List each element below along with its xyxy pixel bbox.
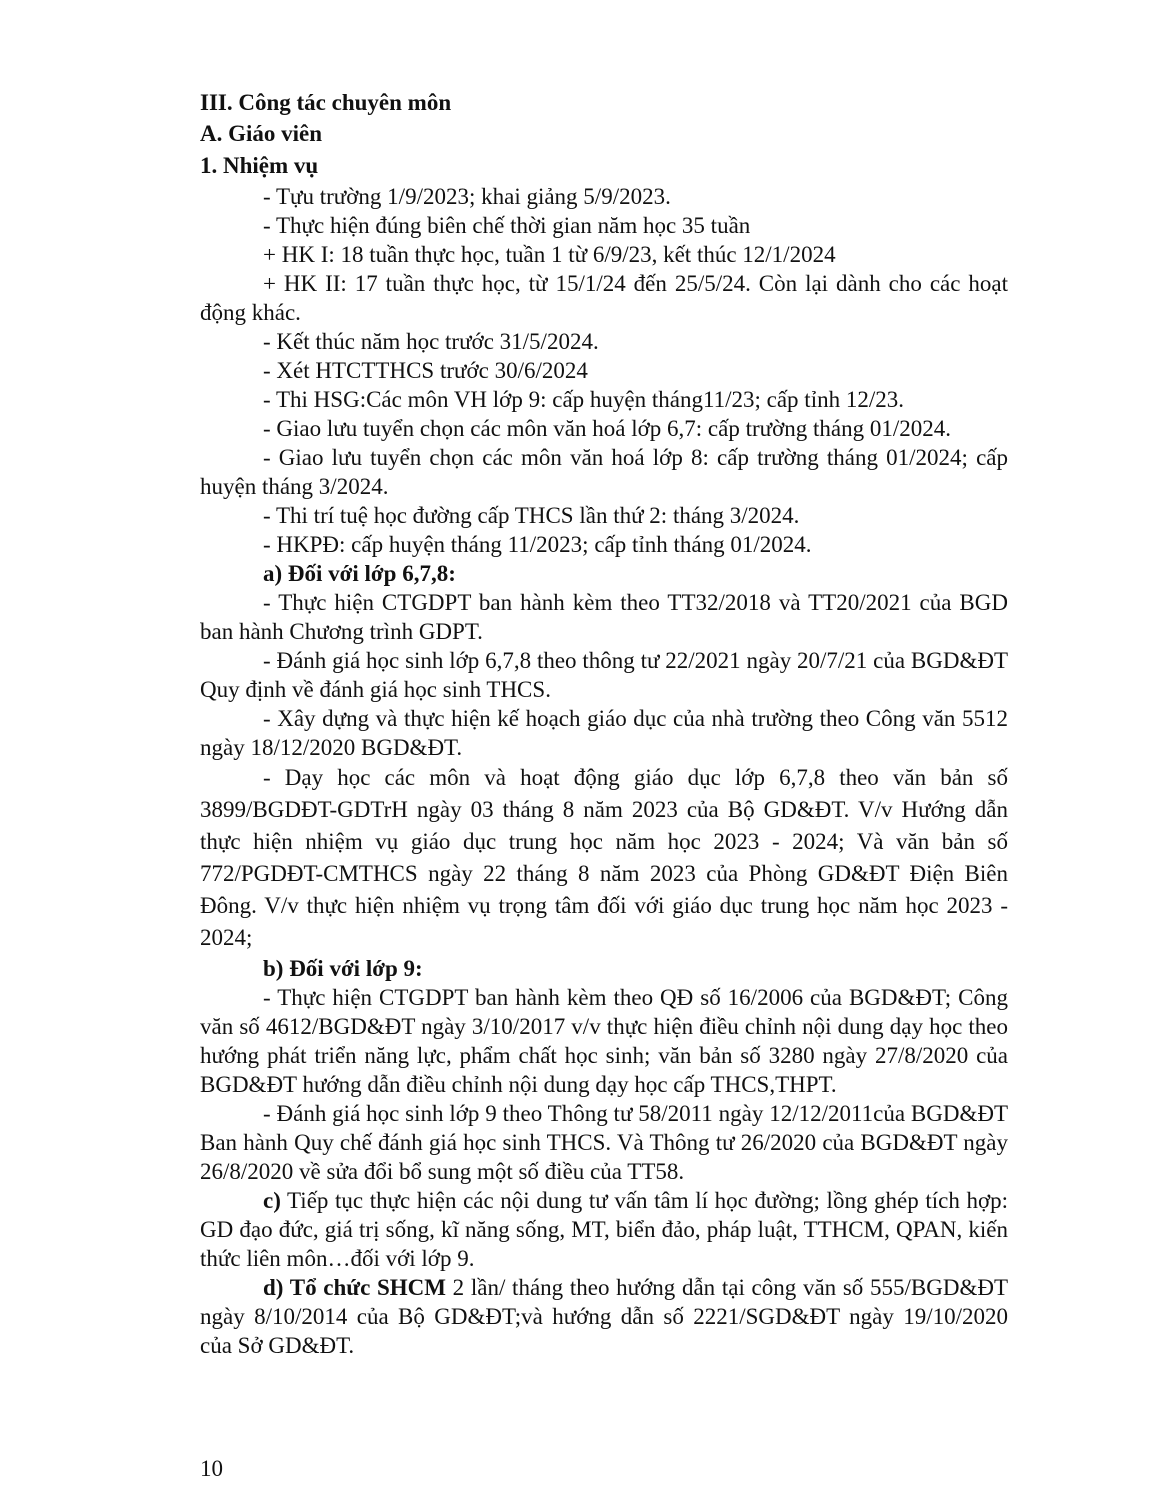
section-a-item: - Dạy học các môn và hoạt động giáo dục lớp 6,7,8 theo văn bản số 3899/BGDĐT-GDTrH ngày 03 tháng 8 năm 2023 của Bộ GD&ĐT. V/v Hướng dẫn thực hiện nhiệm vụ giáo dục trung học năm học 2023 - 2024; Và văn bản số 772/PGDĐT-CMTHCS ngày 22 tháng 8 năm 2023 của Phòng GD&ĐT Điện Biên Đông. V/v thực hiện nhiệm vụ trọng tâm đối với giáo dục trung học năm học 2023 - 2024; bbox=[200, 765, 1008, 950]
section-d-label: d) Tổ chức SHCM bbox=[263, 1275, 446, 1300]
item-title: 1. Nhiệm vụ bbox=[200, 153, 319, 178]
task-item: - Thực hiện đúng biên chế thời gian năm học 35 tuần bbox=[263, 213, 751, 238]
section-a-title: a) Đối với lớp 6,7,8: bbox=[263, 561, 456, 586]
section-d-text: 2 lần/ tháng theo hướng dẫn tại công văn số 555/BGD&ĐT ngày 8/10/2014 của Bộ GD&ĐT;và hướng dẫn số 2221/SGD&ĐT ngày 19/10/2020 của Sở GD&ĐT. bbox=[200, 1275, 1008, 1358]
section-b-title: b) Đối với lớp 9: bbox=[263, 956, 423, 981]
section-d-paragraph bbox=[200, 1273, 1008, 1360]
task-item: - Tựu trường 1/9/2023; khai giảng 5/9/2023. bbox=[263, 184, 671, 209]
section-c-label: c) bbox=[263, 1188, 281, 1213]
section-c-text: Tiếp tục thực hiện các nội dung tư vấn tâm lí học đường; lồng ghép tích hợp: GD đạo đức, giá trị sống, kĩ năng sống, MT, biển đảo, pháp luật, TTHCM, QPAN, kiến thức liên môn…đối với lớp 9. bbox=[200, 1188, 1008, 1271]
section-a-item: - Xây dựng và thực hiện kế hoạch giáo dục của nhà trường theo Công văn 5512 ngày 18/12/2020 BGD&ĐT. bbox=[200, 706, 1008, 760]
section-a-item: - Thực hiện CTGDPT ban hành kèm theo TT32/2018 và TT20/2021 của BGD ban hành Chương trình GDPT. bbox=[200, 590, 1008, 644]
subsection-title: A. Giáo viên bbox=[200, 121, 323, 146]
section-b-item: - Đánh giá học sinh lớp 9 theo Thông tư 58/2011 ngày 12/12/2011của BGD&ĐT Ban hành Quy chế đánh giá học sinh THCS. Và Thông tư 26/2020 của BGD&ĐT ngày 26/8/2020 về sửa đổi bổ sung một số điều của TT58. bbox=[200, 1101, 1008, 1184]
task-item: - HKPĐ: cấp huyện tháng 11/2023; cấp tỉnh tháng 01/2024. bbox=[263, 532, 812, 557]
task-item: - Giao lưu tuyển chọn các môn văn hoá lớp 6,7: cấp trường tháng 01/2024. bbox=[263, 416, 951, 441]
task-item: + HK II: 17 tuần thực học, từ 15/1/24 đến 25/5/24. Còn lại dành cho các hoạt động khác. bbox=[200, 271, 1008, 325]
task-item: + HK I: 18 tuần thực học, tuần 1 từ 6/9/23, kết thúc 12/1/2024 bbox=[263, 242, 836, 267]
task-item: - Kết thúc năm học trước 31/5/2024. bbox=[263, 329, 599, 354]
task-item: - Xét HTCTTHCS trước 30/6/2024 bbox=[263, 358, 588, 383]
task-item: - Giao lưu tuyển chọn các môn văn hoá lớp 8: cấp trường tháng 01/2024; cấp huyện tháng 3/2024. bbox=[200, 445, 1008, 499]
document-body bbox=[200, 88, 1008, 1360]
page-number: 10 bbox=[200, 1456, 223, 1481]
task-item: - Thi HSG:Các môn VH lớp 9: cấp huyện tháng11/23; cấp tỉnh 12/23. bbox=[263, 387, 904, 412]
section-title: III. Công tác chuyên môn bbox=[200, 90, 452, 115]
section-b-item: - Thực hiện CTGDPT ban hành kèm theo QĐ số 16/2006 của BGD&ĐT; Công văn số 4612/BGD&ĐT ngày 3/10/2017 v/v thực hiện điều chỉnh nội dung dạy học theo hướng phát triển năng lực, phẩm chất học sinh; văn bản số 3280 ngày 27/8/2020 của BGD&ĐT hướng dẫn điều chỉnh nội dung dạy học cấp THCS,THPT. bbox=[200, 985, 1008, 1097]
task-item: - Thi trí tuệ học đường cấp THCS lần thứ 2: tháng 3/2024. bbox=[263, 503, 800, 528]
section-a-item: - Đánh giá học sinh lớp 6,7,8 theo thông tư 22/2021 ngày 20/7/21 của BGD&ĐT Quy định về đánh giá học sinh THCS. bbox=[200, 648, 1008, 702]
section-c-paragraph bbox=[200, 1186, 1008, 1273]
